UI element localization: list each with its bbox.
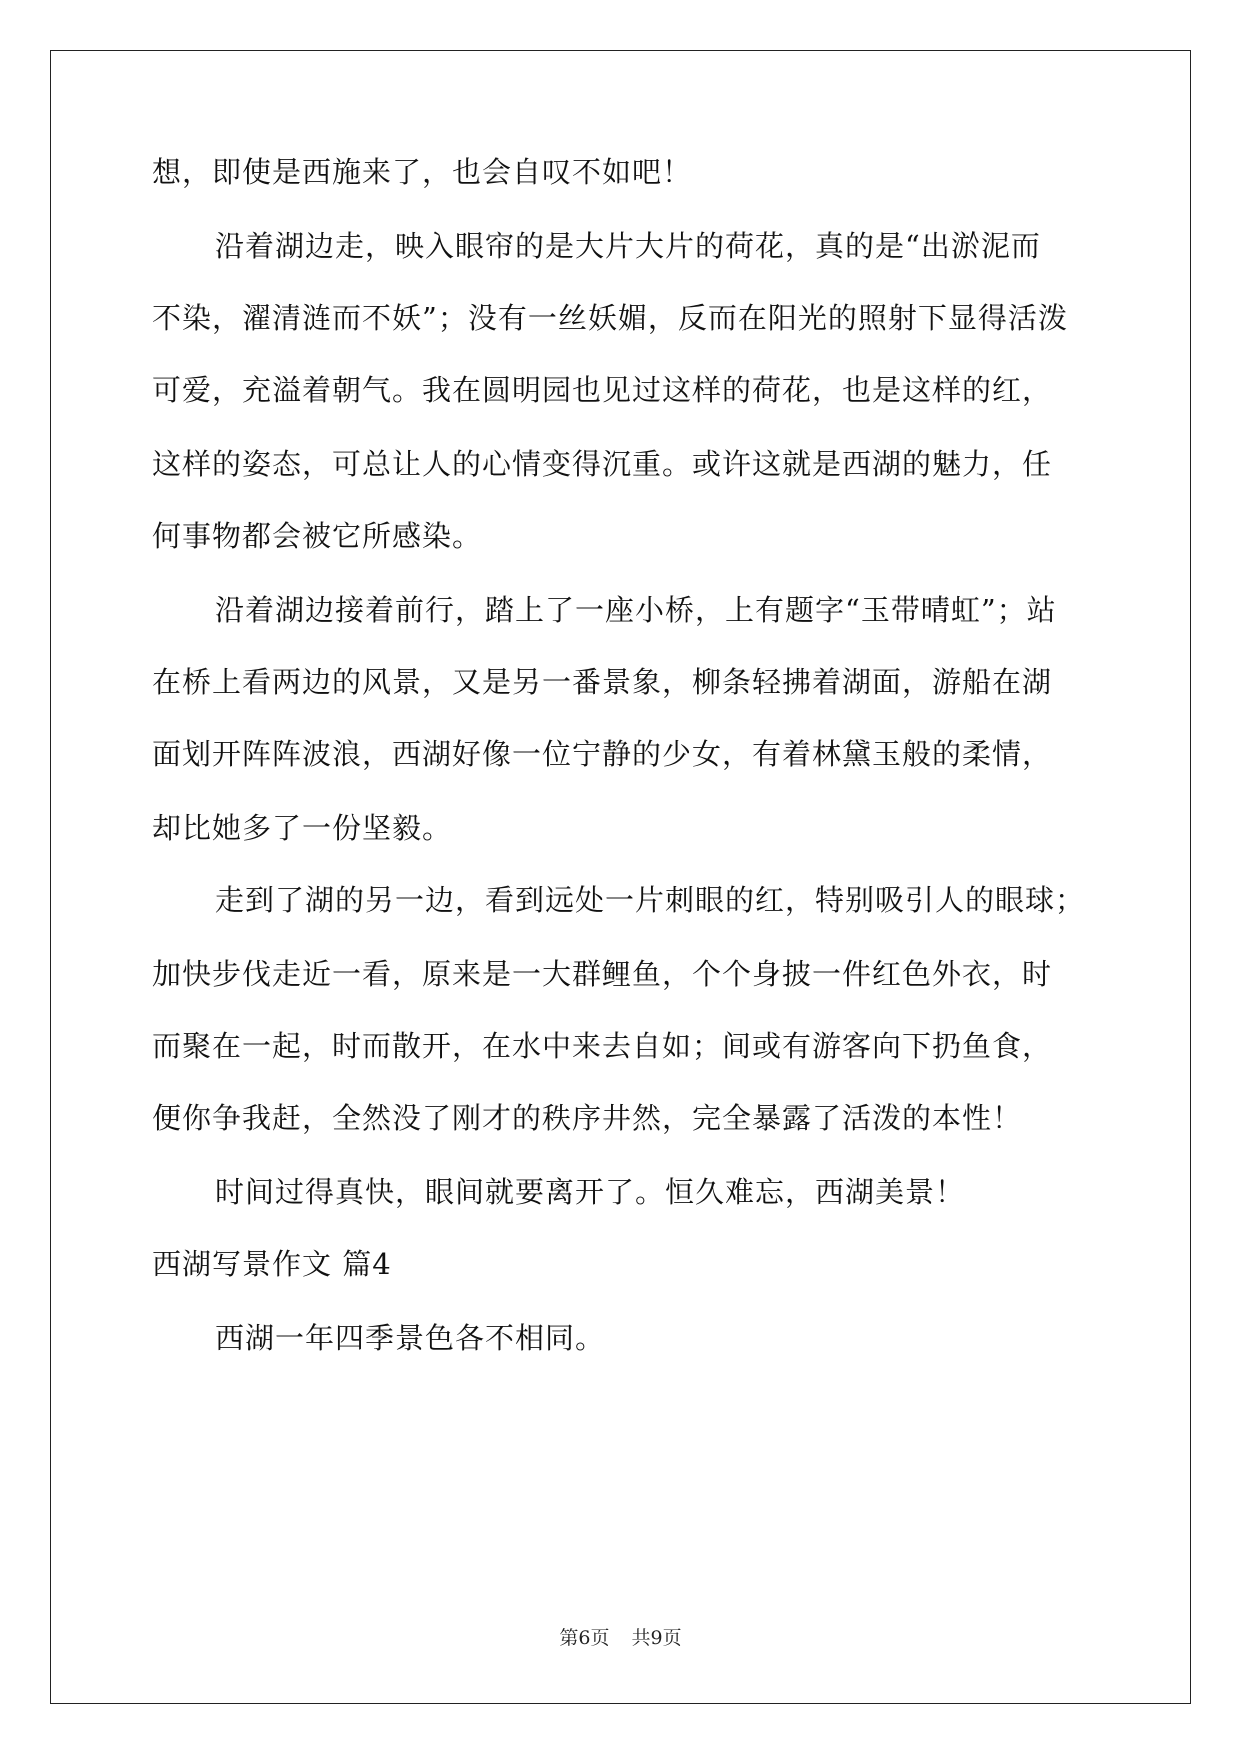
text-line: 在桥上看两边的风景，又是另一番景象，柳条轻拂着湖面，游船在湖	[152, 665, 1053, 699]
paragraph-start-line: 西湖一年四季景色各不相同。	[215, 1321, 606, 1355]
paragraph-start-line: 走到了湖的另一边，看到远处一片刺眼的红，特别吸引人的眼球；	[215, 883, 1086, 917]
text-line: 面划开阵阵波浪，西湖好像一位宁静的少女，有着林黛玉般的柔情，	[152, 737, 1053, 771]
text-line: 而聚在一起，时而散开，在水中来去自如；间或有游客向下扔鱼食，	[152, 1029, 1053, 1063]
text-line: 加快步伐走近一看，原来是一大群鲤鱼，个个身披一件红色外衣，时	[152, 957, 1053, 991]
current-page-label: 第6页	[559, 1627, 610, 1649]
text-line: 这样的姿态，可总让人的心情变得沉重。或许这就是西湖的魅力，任	[152, 447, 1053, 481]
text-line: 想，即使是西施来了，也会自叹不如吧！	[152, 155, 693, 189]
text-line: 却比她多了一份坚毅。	[152, 811, 453, 845]
text-line: 不染，濯清涟而不妖”；没有一丝妖媚，反而在阳光的照射下显得活泼	[152, 301, 1068, 335]
text-line: 可爱，充溢着朝气。我在圆明园也见过这样的荷花，也是这样的红，	[152, 373, 1053, 407]
text-line: 何事物都会被它所感染。	[152, 519, 483, 553]
total-pages-label: 共9页	[631, 1627, 682, 1649]
paragraph-start-line: 沿着湖边接着前行，踏上了一座小桥，上有题字“玉带晴虹”；站	[215, 593, 1057, 627]
paragraph-start-line: 沿着湖边走，映入眼帘的是大片大片的荷花，真的是“出淤泥而	[215, 229, 1041, 263]
text-line: 便你争我赶，全然没了刚才的秩序井然，完全暴露了活泼的本性！	[152, 1101, 1023, 1135]
page-footer	[0, 1626, 1241, 1650]
paragraph-start-line: 时间过得真快，眼间就要离开了。恒久难忘，西湖美景！	[215, 1175, 966, 1209]
section-heading: 西湖写景作文 篇4	[152, 1247, 392, 1281]
